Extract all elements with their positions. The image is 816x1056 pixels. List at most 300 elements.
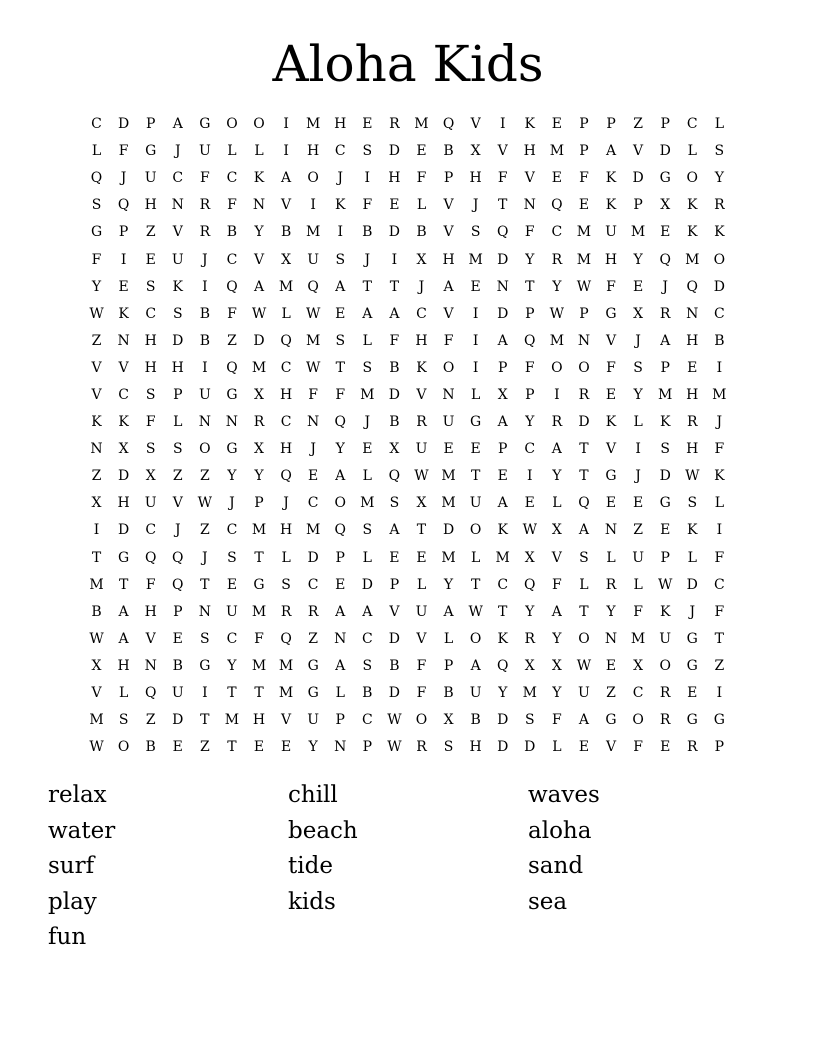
grid-letter[interactable]: K: [91, 414, 102, 431]
grid-letter[interactable]: X: [497, 386, 508, 403]
grid-letter[interactable]: T: [362, 278, 372, 295]
grid-letter[interactable]: P: [579, 143, 589, 160]
grid-letter[interactable]: P: [714, 739, 725, 756]
grid-letter[interactable]: U: [632, 549, 644, 566]
grid-letter[interactable]: V: [91, 685, 102, 702]
grid-letter[interactable]: C: [118, 386, 129, 403]
grid-letter[interactable]: I: [716, 522, 723, 539]
grid-letter[interactable]: G: [713, 712, 725, 729]
grid-letter[interactable]: X: [524, 549, 535, 566]
grid-letter[interactable]: R: [686, 414, 698, 431]
grid-letter[interactable]: E: [578, 739, 590, 756]
grid-letter[interactable]: M: [441, 468, 456, 485]
grid-letter[interactable]: A: [497, 414, 508, 431]
grid-letter[interactable]: D: [388, 685, 401, 702]
grid-letter[interactable]: D: [659, 468, 671, 485]
grid-letter[interactable]: D: [713, 278, 725, 295]
grid-letter[interactable]: Y: [714, 170, 724, 187]
grid-letter[interactable]: S: [362, 657, 373, 674]
grid-letter[interactable]: M: [305, 116, 321, 133]
grid-letter[interactable]: W: [305, 305, 321, 322]
grid-letter[interactable]: F: [199, 170, 210, 187]
grid-letter[interactable]: V: [416, 630, 427, 647]
grid-letter[interactable]: T: [470, 468, 481, 485]
grid-letter[interactable]: P: [173, 386, 183, 403]
grid-letter[interactable]: K: [687, 522, 698, 539]
grid-letter[interactable]: S: [118, 712, 129, 729]
grid-letter[interactable]: I: [310, 197, 316, 214]
grid-letter[interactable]: S: [470, 224, 481, 241]
grid-letter[interactable]: D: [172, 712, 184, 729]
grid-letter[interactable]: P: [579, 305, 589, 322]
grid-letter[interactable]: O: [253, 116, 265, 133]
grid-letter[interactable]: U: [144, 495, 157, 512]
grid-letter[interactable]: C: [226, 251, 238, 268]
grid-letter[interactable]: K: [714, 224, 725, 241]
grid-letter[interactable]: J: [689, 603, 696, 620]
grid-letter[interactable]: E: [443, 441, 454, 458]
grid-letter[interactable]: W: [549, 305, 565, 322]
grid-letter[interactable]: P: [389, 576, 400, 593]
grid-letter[interactable]: L: [552, 739, 562, 756]
grid-letter[interactable]: A: [497, 495, 508, 512]
grid-letter[interactable]: T: [498, 197, 508, 214]
grid-letter[interactable]: V: [605, 332, 617, 349]
grid-letter[interactable]: X: [524, 657, 535, 674]
grid-letter[interactable]: S: [145, 386, 156, 403]
grid-letter[interactable]: O: [551, 359, 563, 376]
grid-letter[interactable]: V: [172, 224, 183, 241]
grid-letter[interactable]: D: [686, 576, 698, 593]
grid-letter[interactable]: D: [307, 549, 319, 566]
grid-letter[interactable]: J: [229, 495, 235, 512]
grid-letter[interactable]: G: [686, 657, 698, 674]
grid-letter[interactable]: M: [278, 278, 294, 295]
grid-letter[interactable]: U: [415, 603, 428, 620]
grid-letter[interactable]: N: [496, 278, 509, 295]
grid-letter[interactable]: E: [660, 224, 671, 241]
grid-letter[interactable]: O: [469, 522, 482, 539]
grid-letter[interactable]: P: [118, 224, 129, 241]
grid-letter[interactable]: P: [633, 197, 643, 214]
grid-letter[interactable]: U: [307, 712, 320, 729]
grid-letter[interactable]: G: [605, 305, 617, 322]
grid-letter[interactable]: W: [657, 576, 673, 593]
grid-letter[interactable]: N: [442, 386, 455, 403]
grid-letter[interactable]: M: [89, 576, 104, 593]
grid-letter[interactable]: F: [579, 170, 589, 187]
grid-letter[interactable]: H: [686, 386, 699, 403]
grid-letter[interactable]: I: [635, 441, 641, 458]
grid-letter[interactable]: D: [497, 251, 509, 268]
grid-letter[interactable]: A: [281, 170, 292, 187]
grid-letter[interactable]: Z: [227, 332, 237, 349]
grid-letter[interactable]: H: [686, 441, 699, 458]
grid-letter[interactable]: J: [635, 332, 641, 349]
grid-letter[interactable]: H: [144, 197, 157, 214]
grid-letter[interactable]: E: [335, 576, 346, 593]
grid-letter[interactable]: P: [145, 116, 156, 133]
grid-letter[interactable]: U: [144, 170, 157, 187]
grid-letter[interactable]: Q: [280, 332, 292, 349]
grid-letter[interactable]: K: [605, 414, 617, 431]
grid-letter[interactable]: E: [308, 468, 319, 485]
grid-letter[interactable]: E: [335, 305, 346, 322]
grid-letter[interactable]: Y: [308, 739, 318, 756]
grid-letter[interactable]: T: [579, 468, 589, 485]
grid-letter[interactable]: K: [335, 197, 346, 214]
grid-letter[interactable]: V: [605, 739, 617, 756]
grid-letter[interactable]: T: [579, 441, 589, 458]
grid-letter[interactable]: U: [171, 685, 184, 702]
grid-letter[interactable]: M: [251, 359, 267, 376]
grid-letter[interactable]: E: [172, 630, 183, 647]
grid-letter[interactable]: O: [442, 359, 455, 376]
grid-letter[interactable]: F: [497, 170, 508, 187]
grid-letter[interactable]: K: [497, 522, 508, 539]
grid-letter[interactable]: P: [335, 549, 345, 566]
grid-letter[interactable]: L: [254, 143, 264, 160]
grid-letter[interactable]: J: [174, 522, 181, 539]
grid-letter[interactable]: A: [551, 603, 562, 620]
grid-letter[interactable]: X: [443, 712, 454, 729]
grid-letter[interactable]: P: [660, 549, 670, 566]
grid-letter[interactable]: J: [364, 414, 371, 431]
grid-letter[interactable]: L: [227, 143, 237, 160]
grid-letter[interactable]: J: [418, 278, 425, 295]
grid-letter[interactable]: C: [416, 305, 427, 322]
grid-letter[interactable]: D: [388, 386, 401, 403]
grid-letter[interactable]: Q: [172, 549, 184, 566]
grid-letter[interactable]: W: [414, 468, 429, 485]
grid-letter[interactable]: B: [226, 224, 238, 241]
grid-letter[interactable]: E: [470, 278, 481, 295]
grid-letter[interactable]: M: [251, 522, 267, 539]
grid-letter[interactable]: F: [714, 549, 725, 566]
grid-letter[interactable]: Q: [307, 278, 319, 295]
grid-letter[interactable]: S: [200, 630, 210, 647]
grid-letter[interactable]: V: [145, 630, 156, 647]
grid-letter[interactable]: W: [468, 603, 483, 620]
grid-letter[interactable]: Q: [226, 278, 238, 295]
grid-letter[interactable]: U: [198, 386, 211, 403]
grid-letter[interactable]: O: [632, 712, 644, 729]
grid-letter[interactable]: Z: [308, 630, 319, 647]
grid-letter[interactable]: M: [441, 495, 456, 512]
grid-letter[interactable]: S: [91, 197, 102, 214]
grid-letter[interactable]: Q: [90, 170, 103, 187]
grid-letter[interactable]: L: [714, 116, 724, 133]
grid-letter[interactable]: W: [576, 657, 592, 674]
grid-letter[interactable]: N: [334, 630, 347, 647]
grid-letter[interactable]: N: [252, 197, 266, 214]
grid-letter[interactable]: E: [389, 549, 400, 566]
grid-letter[interactable]: M: [495, 549, 510, 566]
grid-letter[interactable]: C: [551, 224, 563, 241]
grid-letter[interactable]: V: [253, 251, 265, 268]
grid-letter[interactable]: B: [91, 603, 102, 620]
grid-letter[interactable]: E: [226, 576, 238, 593]
grid-letter[interactable]: C: [91, 116, 102, 133]
grid-letter[interactable]: X: [416, 251, 427, 268]
grid-letter[interactable]: Q: [226, 359, 238, 376]
grid-letter[interactable]: G: [307, 685, 319, 702]
grid-letter[interactable]: I: [499, 116, 506, 133]
grid-letter[interactable]: B: [199, 305, 210, 322]
grid-letter[interactable]: D: [632, 170, 644, 187]
grid-letter[interactable]: J: [635, 468, 641, 485]
grid-letter[interactable]: G: [307, 657, 319, 674]
grid-letter[interactable]: Q: [496, 657, 509, 674]
grid-letter[interactable]: Y: [552, 278, 562, 295]
grid-letter[interactable]: M: [224, 712, 240, 729]
grid-letter[interactable]: H: [144, 332, 157, 349]
grid-letter[interactable]: K: [253, 170, 265, 187]
grid-letter[interactable]: A: [335, 657, 346, 674]
grid-letter[interactable]: O: [659, 657, 671, 674]
grid-letter[interactable]: L: [606, 549, 616, 566]
grid-letter[interactable]: V: [389, 603, 400, 620]
grid-letter[interactable]: P: [525, 386, 535, 403]
grid-letter[interactable]: Y: [227, 468, 237, 485]
grid-letter[interactable]: E: [362, 441, 373, 458]
grid-letter[interactable]: E: [551, 170, 562, 187]
grid-letter[interactable]: I: [472, 305, 479, 322]
grid-letter[interactable]: G: [226, 441, 238, 458]
grid-letter[interactable]: B: [416, 224, 427, 241]
grid-letter[interactable]: G: [199, 116, 211, 133]
grid-letter[interactable]: J: [120, 170, 127, 187]
grid-letter[interactable]: C: [497, 576, 509, 593]
grid-letter[interactable]: F: [308, 386, 319, 403]
grid-letter[interactable]: D: [361, 576, 373, 593]
grid-letter[interactable]: S: [227, 549, 237, 566]
grid-letter[interactable]: W: [387, 739, 402, 756]
grid-letter[interactable]: M: [576, 224, 592, 241]
grid-letter[interactable]: G: [145, 143, 157, 160]
grid-letter[interactable]: B: [389, 657, 400, 674]
grid-letter[interactable]: E: [389, 197, 400, 214]
grid-letter[interactable]: F: [524, 224, 535, 241]
grid-letter[interactable]: O: [199, 441, 211, 458]
grid-letter[interactable]: V: [605, 441, 617, 458]
grid-letter[interactable]: V: [524, 170, 535, 187]
grid-letter[interactable]: B: [362, 224, 373, 241]
grid-letter[interactable]: F: [524, 359, 535, 376]
grid-letter[interactable]: F: [633, 603, 643, 620]
grid-letter[interactable]: K: [497, 630, 508, 647]
grid-letter[interactable]: E: [660, 522, 671, 539]
grid-letter[interactable]: L: [416, 197, 427, 214]
grid-letter[interactable]: W: [522, 522, 537, 539]
grid-letter[interactable]: X: [551, 657, 562, 674]
grid-letter[interactable]: W: [89, 305, 104, 322]
grid-letter[interactable]: Q: [144, 685, 157, 702]
grid-letter[interactable]: K: [659, 603, 671, 620]
grid-letter[interactable]: I: [554, 386, 560, 403]
grid-letter[interactable]: I: [391, 251, 398, 268]
grid-letter[interactable]: L: [470, 386, 481, 403]
grid-letter[interactable]: M: [251, 603, 267, 620]
grid-letter[interactable]: B: [470, 712, 481, 729]
grid-letter[interactable]: V: [443, 197, 454, 214]
grid-letter[interactable]: S: [172, 441, 183, 458]
grid-letter[interactable]: L: [281, 549, 291, 566]
grid-letter[interactable]: X: [389, 441, 400, 458]
grid-letter[interactable]: G: [659, 495, 671, 512]
grid-letter[interactable]: F: [416, 685, 427, 702]
grid-letter[interactable]: G: [199, 657, 211, 674]
grid-letter[interactable]: F: [254, 630, 264, 647]
grid-letter[interactable]: M: [522, 685, 537, 702]
grid-letter[interactable]: X: [91, 657, 102, 674]
grid-letter[interactable]: Q: [334, 522, 346, 539]
grid-letter[interactable]: F: [606, 359, 616, 376]
grid-letter[interactable]: M: [305, 332, 321, 349]
grid-letter[interactable]: T: [525, 278, 535, 295]
grid-letter[interactable]: Q: [334, 414, 346, 431]
grid-letter[interactable]: H: [469, 170, 482, 187]
grid-letter[interactable]: G: [686, 712, 698, 729]
grid-letter[interactable]: S: [714, 143, 725, 160]
grid-letter[interactable]: V: [443, 305, 454, 322]
grid-letter[interactable]: E: [632, 495, 644, 512]
grid-letter[interactable]: F: [714, 603, 725, 620]
grid-letter[interactable]: B: [145, 739, 156, 756]
grid-letter[interactable]: I: [716, 685, 723, 702]
grid-letter[interactable]: Q: [578, 495, 590, 512]
grid-letter[interactable]: G: [686, 630, 698, 647]
grid-letter[interactable]: T: [714, 630, 724, 647]
grid-letter[interactable]: Y: [227, 657, 237, 674]
grid-letter[interactable]: D: [172, 332, 184, 349]
grid-letter[interactable]: R: [307, 603, 319, 620]
grid-letter[interactable]: I: [364, 170, 371, 187]
grid-letter[interactable]: H: [388, 170, 401, 187]
grid-letter[interactable]: X: [254, 386, 264, 403]
grid-letter[interactable]: Y: [91, 278, 102, 295]
grid-letter[interactable]: K: [687, 197, 698, 214]
grid-letter[interactable]: D: [253, 332, 265, 349]
grid-letter[interactable]: E: [632, 278, 644, 295]
grid-letter[interactable]: S: [281, 576, 291, 593]
grid-letter[interactable]: H: [307, 143, 320, 160]
grid-letter[interactable]: E: [578, 197, 590, 214]
grid-letter[interactable]: A: [389, 522, 400, 539]
grid-letter[interactable]: Y: [525, 414, 535, 431]
grid-letter[interactable]: T: [254, 549, 264, 566]
grid-letter[interactable]: T: [498, 603, 508, 620]
grid-letter[interactable]: L: [362, 332, 372, 349]
grid-letter[interactable]: L: [633, 414, 643, 431]
grid-letter[interactable]: L: [362, 549, 372, 566]
grid-letter[interactable]: D: [524, 739, 536, 756]
grid-letter[interactable]: B: [389, 359, 400, 376]
grid-letter[interactable]: E: [470, 441, 481, 458]
grid-letter[interactable]: F: [714, 441, 725, 458]
grid-letter[interactable]: H: [144, 603, 157, 620]
grid-letter[interactable]: Q: [280, 468, 292, 485]
grid-letter[interactable]: Q: [388, 468, 401, 485]
grid-letter[interactable]: A: [605, 143, 617, 160]
grid-letter[interactable]: N: [198, 414, 211, 431]
grid-letter[interactable]: L: [687, 143, 697, 160]
grid-letter[interactable]: N: [523, 197, 536, 214]
grid-letter[interactable]: H: [279, 522, 293, 539]
grid-letter[interactable]: E: [687, 685, 698, 702]
grid-letter[interactable]: F: [335, 386, 346, 403]
grid-letter[interactable]: C: [226, 522, 238, 539]
grid-letter[interactable]: C: [307, 576, 319, 593]
grid-letter[interactable]: N: [604, 630, 618, 647]
grid-letter[interactable]: I: [283, 116, 289, 133]
grid-letter[interactable]: X: [660, 197, 671, 214]
grid-letter[interactable]: G: [118, 549, 130, 566]
grid-letter[interactable]: Z: [199, 468, 210, 485]
grid-letter[interactable]: I: [120, 251, 127, 268]
grid-letter[interactable]: W: [576, 278, 592, 295]
grid-letter[interactable]: F: [227, 197, 237, 214]
grid-letter[interactable]: O: [686, 170, 698, 187]
grid-letter[interactable]: O: [578, 630, 590, 647]
grid-letter[interactable]: Q: [524, 332, 536, 349]
grid-letter[interactable]: Z: [91, 332, 102, 349]
grid-letter[interactable]: V: [91, 386, 102, 403]
grid-letter[interactable]: E: [551, 116, 562, 133]
grid-letter[interactable]: E: [118, 278, 129, 295]
grid-letter[interactable]: N: [90, 441, 103, 458]
grid-letter[interactable]: Q: [172, 576, 184, 593]
grid-letter[interactable]: H: [144, 359, 157, 376]
grid-letter[interactable]: H: [523, 143, 536, 160]
grid-letter[interactable]: S: [172, 305, 183, 322]
grid-letter[interactable]: R: [199, 224, 211, 241]
grid-letter[interactable]: D: [388, 143, 401, 160]
grid-letter[interactable]: L: [362, 468, 372, 485]
grid-letter[interactable]: A: [172, 116, 183, 133]
grid-letter[interactable]: D: [118, 522, 130, 539]
grid-letter[interactable]: H: [117, 657, 130, 674]
grid-letter[interactable]: C: [226, 170, 238, 187]
grid-letter[interactable]: R: [551, 414, 563, 431]
grid-letter[interactable]: S: [145, 278, 156, 295]
grid-letter[interactable]: D: [388, 224, 401, 241]
grid-letter[interactable]: H: [279, 386, 293, 403]
grid-letter[interactable]: R: [659, 305, 671, 322]
grid-letter[interactable]: W: [251, 305, 267, 322]
grid-letter[interactable]: A: [362, 603, 373, 620]
grid-letter[interactable]: S: [362, 359, 373, 376]
grid-letter[interactable]: D: [388, 630, 401, 647]
grid-letter[interactable]: H: [686, 332, 699, 349]
grid-letter[interactable]: A: [497, 332, 508, 349]
grid-letter[interactable]: W: [305, 359, 321, 376]
grid-letter[interactable]: Y: [552, 630, 562, 647]
grid-letter[interactable]: B: [172, 657, 183, 674]
grid-letter[interactable]: Z: [145, 224, 156, 241]
grid-letter[interactable]: M: [630, 224, 646, 241]
grid-letter[interactable]: J: [337, 170, 344, 187]
grid-letter[interactable]: S: [335, 251, 346, 268]
grid-letter[interactable]: A: [389, 305, 400, 322]
grid-letter[interactable]: R: [280, 603, 292, 620]
grid-letter[interactable]: S: [145, 441, 156, 458]
grid-letter[interactable]: R: [551, 251, 563, 268]
grid-letter[interactable]: H: [117, 495, 130, 512]
grid-letter[interactable]: K: [659, 414, 671, 431]
grid-letter[interactable]: O: [334, 495, 346, 512]
grid-letter[interactable]: I: [472, 359, 479, 376]
